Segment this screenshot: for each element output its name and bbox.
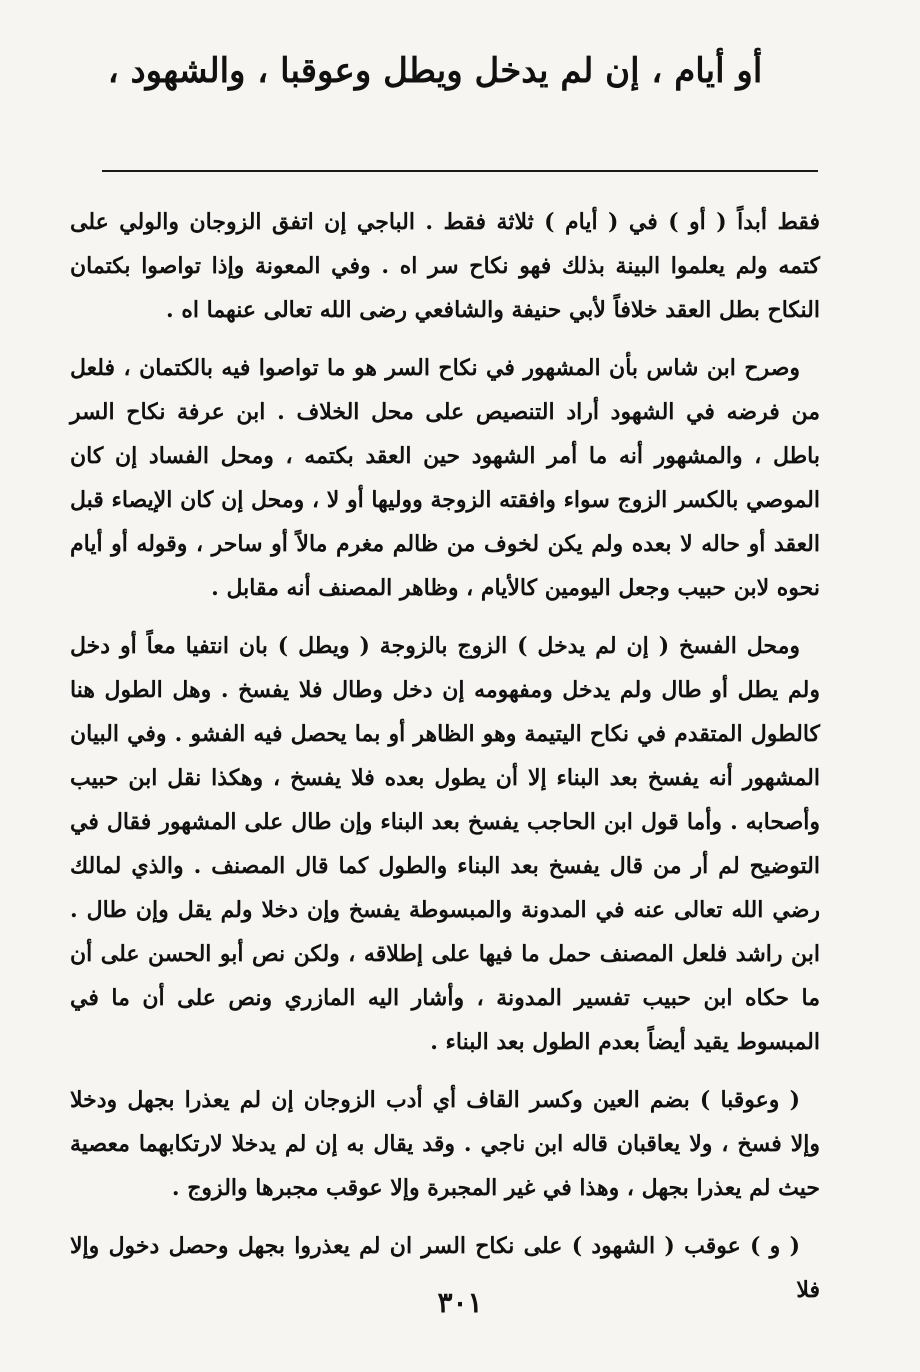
paragraph-1: فقط أبداً ( أو ) في ( أيام ) ثلاثة فقط . الباجي إن اتفق الزوجان والولي على كتمه ولم يعلموا البينة بذلك فهو نكاح سر اه . وفي المعونة وإذا تواصوا بكتمان النكاح بطل العقد خلافاً لأبي حنيفة والشافعي رضى الله تعالى عنهما اه .: [70, 209, 820, 323]
page-number: ٣٠١: [437, 1286, 483, 1319]
paragraph-5: ( و ) عوقب ( الشهود ) على نكاح السر ان لم يعذروا بجهل وحصل دخول وإلا فلا: [70, 1233, 820, 1303]
paragraph-4: ( وعوقبا ) بضم العين وكسر القاف أي أدب الزوجان إن لم يعذرا بجهل ودخلا وإلا فسخ ، ولا يعاقبان قاله ابن ناجي . وقد يقال به إن لم يدخلا لارتكابهما معصية حيث لم يعذرا بجهل ، وهذا في غير المجبرة وإلا عوقب مجبرها والزوج .: [70, 1087, 820, 1201]
paragraph-2: وصرح ابن شاس بأن المشهور في نكاح السر هو ما تواصوا فيه بالكتمان ، فلعل من فرضه في الشهود أراد التنصيص على محل الخلاف . ابن عرفة نكاح السر باطل ، والمشهور أنه ما أمر الشهود حين العقد بكتمه ، ومحل الفساد إن كان الموصي بالكسر الزوج سواء وافقته الزوجة ووليها أو لا ، ومحل إن كان الإيصاء قبل العقد أو حاله لا بعده ولم يكن لخوف من ظالم مغرم مالاً أو ساحر ، وقوله أو أيام نحوه لابن حبيب وجعل اليومين كالأيام ، وظاهر المصنف أنه مقابل .: [70, 355, 820, 601]
header-rule: [102, 170, 818, 172]
paragraph-3: ومحل الفسخ ( إن لم يدخل ) الزوج بالزوجة ( ويطل ) بان انتفيا معاً أو دخل ولم يطل أو طال ولم يدخل ومفهومه إن دخل وطال فلا يفسخ . وهل الطول هنا كالطول المتقدم في نكاح اليتيمة وهو الظاهر أو بما يحصل فيه الفشو . وفي البيان المشهور أنه يفسخ بعد البناء إلا أن يطول بعده فلا يفسخ ، وهكذا نقل ابن حبيب وأصحابه . وأما قول ابن الحاجب يفسخ بعد البناء وإن طال على المشهور فقال في التوضيح لم أر من قال يفسخ بعد البناء والطول كما قال المصنف . والذي لمالك رضي الله تعالى عنه في المدونة والمبسوطة يفسخ وإن دخلا ولم يقل وإن طال . ابن راشد فلعل المصنف حمل ما فيها على إطلاقه ، ولكن نص أبو الحسن على أن ما حكاه ابن حبيب تفسير المدونة ، وأشار اليه المازري ونص على أن ما في المبسوط يقيد أيضاً بعدم الطول بعد البناء .: [70, 633, 820, 1055]
page-header: أو أيام ، إن لم يدخل ويطل وعوقبا ، والشهود ،: [107, 51, 763, 91]
main-text: [70, 200, 820, 1326]
